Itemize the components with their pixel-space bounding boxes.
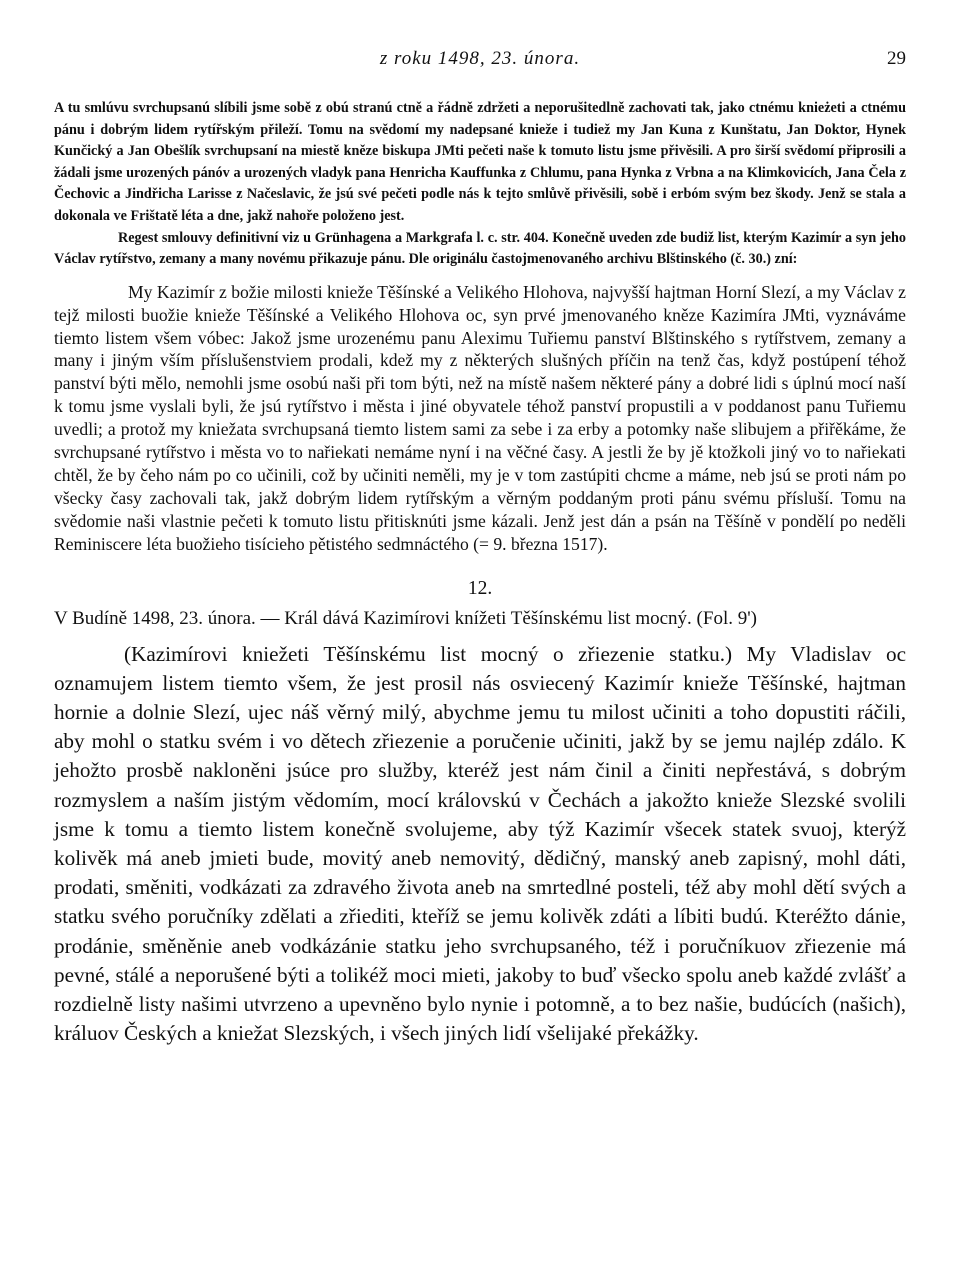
page-header (54, 40, 906, 70)
document-heading: V Budíně 1498, 23. února. — Král dává Kazimírovi knížeti Těšínskému list mocný. (Fol. 9') (54, 607, 757, 629)
document-page (54, 40, 906, 1048)
document-number: 12. (467, 577, 493, 599)
note-paragraph-1: A tu smlúvu svrchupsanú slíbili jsme sobě z obú stranú ctně a řádně zdržeti a neporušitedlně zachovati tak, jako ctnému knieżeti a ctnému pánu i dobrým lidem rytířským přileží. Tomu na svědomí my nadepsané knieže i tudiež my Jan Kuna z Kunštatu, Jan Doktor, Hynek Kunčický a Jan Obešlík svrchupsaní na miestě kněze biskupa JMti pečeti naše k tomuto listu jsme přivěsili. A pro širší svědomí připrosili a žádali jsme urozených pánóv a urozených vladyk pana Henricha Kauffunka z Chlumu, pana Hynka z Vrbna a na Klimkovicích, Jana Čela z Čechovic a Jindřicha Larisse z Načeslavic, že jsú své pečeti podle nás k tejto smlůvě přivěsili, sobě i erbóm svým bez škody. Jenž se stala a dokonala ve Frištatě léta a dne, jakž nahoře položeno jest. (54, 100, 906, 224)
quoted-charter-text: My Kazimír z božie milosti knieže Těšínské a Velikého Hlohova, najvyšší hajtman Horní Slezí, a my Václav z tejž milosti buožie knieže Těšínské a Velikého Hlohova oc, syn prvé jmenovaného kněze Kazimíra JMti, vyznáváme tiemto listem všem vóbec: Jakož jsme urozenému panu Aleximu Tuřiemu panství Blštinského s rytířstvem, zemany a many i jiným vším příslušenstviem prodali, kdež my z některých slušných příčin na tenž čas, když postúpení téhož panství býti mělo, nemohli jsme osobú naši při tom býti, než na místě našem některé pány a dobré lidi s úplnú mocí naší k tomu jsme vyslali byli, že jsú rytířstvo i města i jiné obyvatele téhož panství propustili a v poddanost panu Tuřiemu uvedli; a protož my kniežata svrchupsaná tiemto listem sami za sebe i za erby a potomky naše slibujem a přiřěkáme, že svrchupsané rytířstvo i města vo to nařiekati nemáme nyní i na věčné časy. A jestli že by jě ktožkoli jiný vo to nařiekati chtěl, že by čeho nám po co učinili, což by učiniti neměli, my je v tom zastúpiti chcme a máme, neb jsú se proti nám po všecky časy zachovali tak, jakž dobrým lidem rytířským a věrným poddaným proti pánu svému přísluší. Tomu na svědomie naši vlastnie pečeti k tomuto listu přitisknúti jsme kázali. Jenž jest dán a psán na Těšíně v pondělí po neděli Reminiscere léta buožieho tisícieho pětistého sedmnáctého (= 9. března 1517). (54, 281, 906, 554)
page-number: 29 (887, 48, 906, 69)
running-head: z roku 1498, 23. února. (379, 48, 581, 69)
document-body: (Kazimírovi kniežeti Těšínskému list mocný o zřiezenie statku.) My Vladislav oc oznamujem listem tiemto všem, že jest prosil nás osviecený Kazimír knieže Těšínské, hajtman hornie a dolnie Slezí, ujec náš věrný milý, abychme jemu tu milost učiniti a toho dopustiti ráčili, aby mohl o statku svém i vo dětech zřiezenie a poručenie učiniti, jakž by se jemu najlép zdálo. K jehožto prosbě nakloněni jsúce pro služby, kteréž jest nám činil a činiti nepřestává, s dobrým rozmyslem a naším jistým vědomím, mocí královskú v Čechách a jakožto knieže Slezské svolili jsme k tomu a tiemto listem konečně svolujeme, aby týž Kazimír všecek statek svuoj, kterýž kolivěk má aneb jmieti bude, movitý aneb nemovitý, dědičný, manský aneb zapisný, mohl dáti, prodati, směniti, vodkázati za zdravého života aneb na smrtedlné posteli, též aby mohl dětí svých a statku svého poručníky zdělati a zřiediti, kteříž se jemu kolivěk zdáti a líbiti budú. Kteréžto dánie, prodánie, směněnie aneb vodkázánie statku jeho svrchupsaného, též i poručníkuov zřiezenie má pevné, stálé a neporušené býti a tolikéž moci mieti, jakoby to buď všecko spolu aneb každé zvlášť a rozdielně listy našimi utvrzeno a upevněno bylo nynie i potomně, a to bez našie, budúcích (našich), králuov Českých a kniežat Slezských, i všech jiných lidí všelijaké překážky. (54, 641, 906, 1046)
note-paragraph-2: Regest smlouvy definitivní viz u Grünhagena a Markgrafa l. c. str. 404. Konečně uveden zde budiž list, kterým Kazimír a syn jeho Václav rytířstvo, zemany a many novému přikazuje pánu. Dle originálu častojmenovaného archivu Blštinského (č. 30.) zní: (54, 229, 906, 268)
